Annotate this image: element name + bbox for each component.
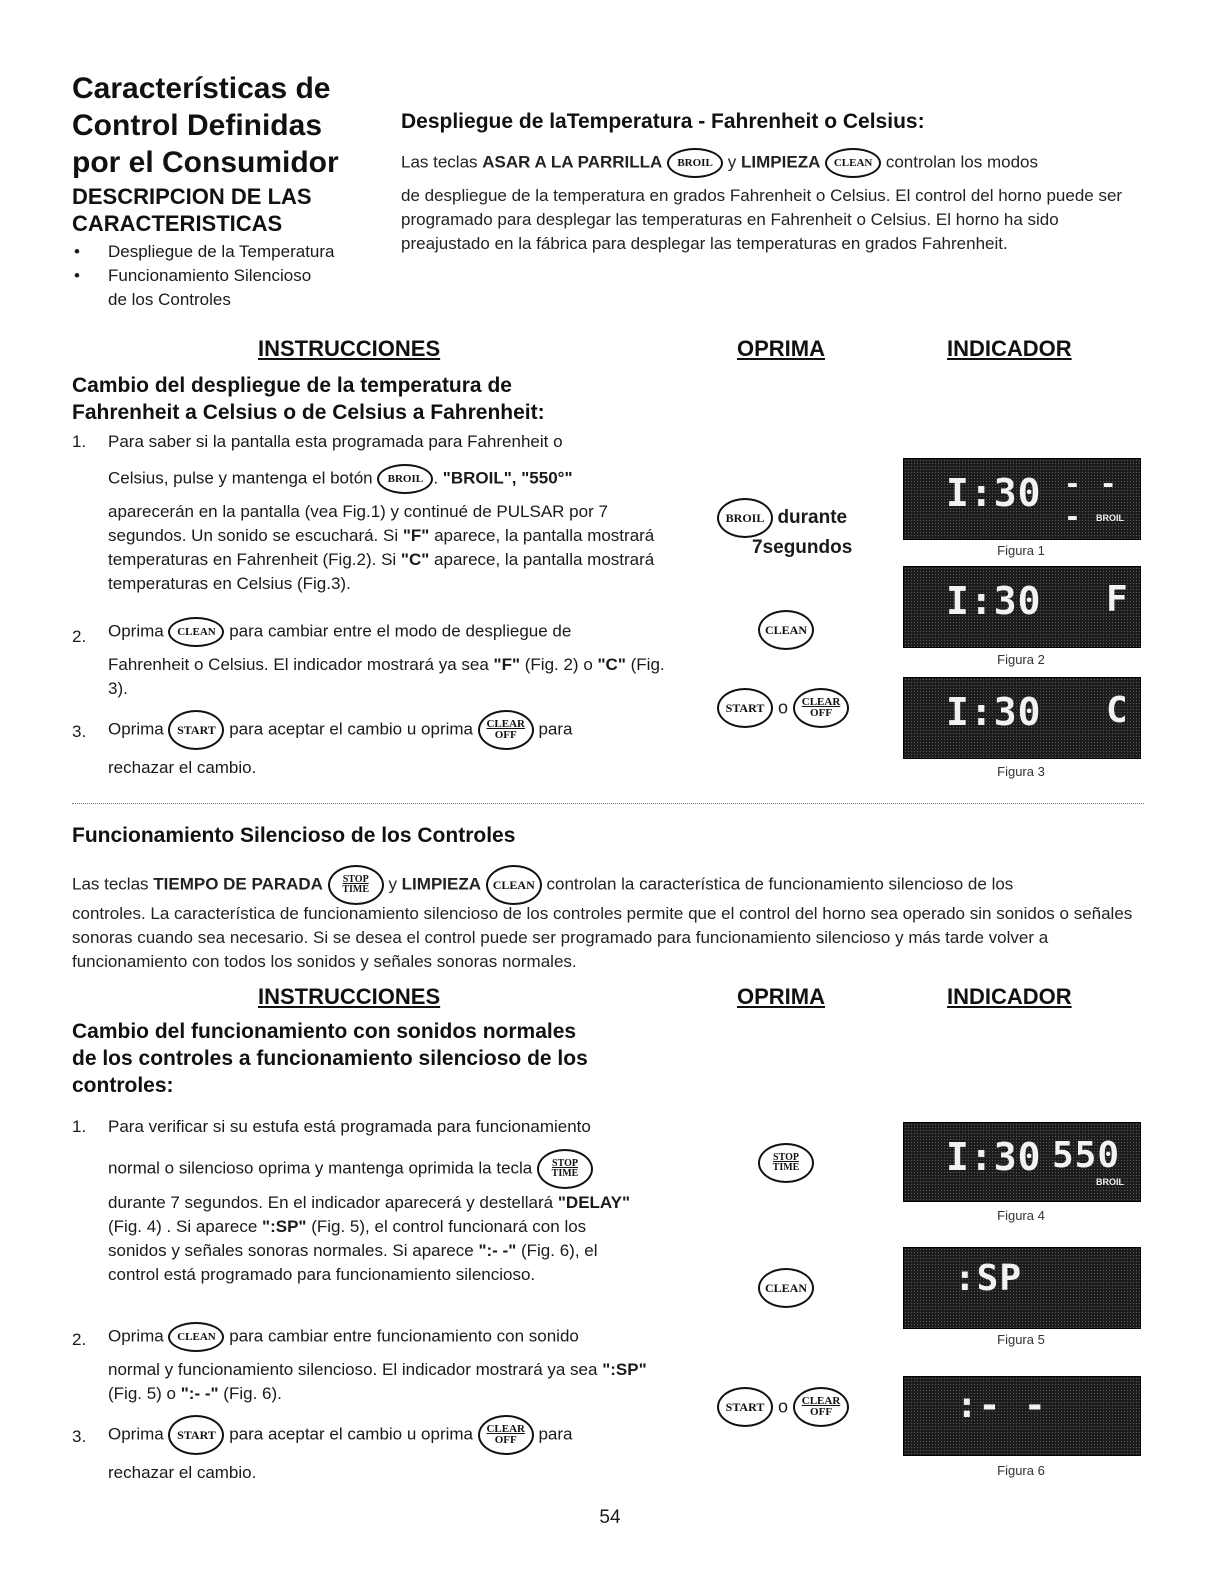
step-text: Para verificar si su estufa está programada para funcionamiento (108, 1117, 591, 1136)
press-stop-time (758, 1143, 814, 1183)
step-text: (Fig. 2) o (520, 655, 598, 674)
press-clean (758, 1268, 814, 1308)
clear-label: CLEAR (486, 718, 525, 730)
press-duration: durante (777, 507, 848, 528)
step-number: 2. (72, 1330, 87, 1349)
step-text: durante 7 segundos. En el indicador aparecerá y destellará (108, 1193, 558, 1212)
display-temp: 550 (1052, 1135, 1121, 1176)
step-text: para (538, 1424, 573, 1444)
intro-text: Las teclas (401, 152, 483, 172)
press-clean (758, 610, 814, 650)
step-bold: ":- -" (478, 1241, 517, 1260)
clear-off-button-icon (793, 1387, 849, 1427)
press-duration-2: 7segundos (752, 537, 853, 558)
stop-time-button-icon (758, 1143, 814, 1183)
display-figure-2 (903, 566, 1141, 648)
display-time: I:30 (946, 690, 1042, 734)
title-line: por el Consumidor (72, 146, 339, 179)
intro-text: y (727, 152, 742, 172)
column-display: INDICADOR (947, 984, 1072, 1009)
display-text: :- - (956, 1385, 1047, 1426)
step-text: Celsius, pulse y mantenga el botón (108, 468, 373, 488)
intro-bold: LIMPIEZA (741, 152, 821, 172)
step-text: para cambiar entre el modo de despliegue de (229, 621, 572, 641)
time-label: TIME (551, 1168, 579, 1179)
step-text: normal y funcionamiento silencioso. El indicador mostrará ya sea (108, 1360, 603, 1379)
feature-continuation-text: de los Controles (108, 290, 231, 309)
figure-caption: Figura 6 (997, 1463, 1045, 1478)
heading-line: de los controles a funcionamiento silencioso de los (72, 1047, 588, 1070)
display-unit: F (1106, 579, 1129, 620)
broil-button-icon: BROIL (717, 498, 773, 538)
step-bold: ":- -" (180, 1384, 219, 1403)
silent-section-intro-rest: controles. La característica de funcionamiento silencioso de los controles permite que el control del horno sea operado sin sonidos o señales sonoras cuando sea necesario. Si se desea el control puede ser programado para funcionamiento silencioso y más tarde volver a funcionamiento con todos los sonidos y señales sonoras normales. (72, 904, 1133, 971)
column-instructions: INSTRUCCIONES (258, 984, 441, 1009)
off-label: OFF (810, 1406, 833, 1418)
subtitle-line: CARACTERISTICAS (72, 211, 283, 236)
clear-off-button-icon (793, 688, 849, 728)
silent-step-3 (72, 1415, 672, 1485)
display-figure-3 (903, 677, 1141, 759)
figure-caption: Figura 3 (997, 764, 1045, 779)
step-number: 3. (72, 1427, 87, 1446)
step-bold: "F" (402, 526, 430, 545)
display-mode-label: BROIL (1096, 1177, 1124, 1187)
step-text-rest (108, 1191, 648, 1287)
title-line: Control Definidas (72, 109, 323, 142)
step-text-rest (108, 500, 668, 596)
display-mode-label: BROIL (1096, 513, 1124, 523)
off-label: OFF (494, 1434, 517, 1446)
step-bold: ":SP" (602, 1360, 647, 1379)
step-text: para cambiar entre funcionamiento con sonido (229, 1326, 579, 1346)
feature-item: • Funcionamiento Silencioso (72, 264, 382, 288)
subtitle-line: DESCRIPCION DE LAS (72, 184, 312, 209)
step-text: Oprima (108, 1326, 164, 1346)
or-text: o (778, 1396, 789, 1417)
press-start-or-clear (717, 688, 849, 728)
display-figure-1 (903, 458, 1141, 540)
step-text: Fahrenheit o Celsius. El indicador mostrará ya sea (108, 655, 494, 674)
step-text: (Fig. 3). (108, 655, 665, 698)
clear-label: CLEAR (801, 1395, 841, 1407)
heading-line: Cambio del funcionamiento con sonidos normales (72, 1020, 577, 1043)
feature-item-continuation (72, 288, 382, 312)
temp-section-intro (401, 148, 1141, 178)
clean-button-icon: CLEAN (486, 865, 542, 905)
step-text: (Fig. 4) . Si aparece (108, 1217, 263, 1236)
broil-button-icon: BROIL (667, 148, 723, 178)
display-text: :SP (954, 1258, 1023, 1299)
step-text: . (433, 468, 443, 488)
intro-bold: TIEMPO DE PARADA (153, 874, 323, 894)
display-figure-6 (903, 1376, 1141, 1456)
heading-line: controles: (72, 1074, 174, 1097)
heading-line: Fahrenheit a Celsius o de Celsius a Fahrenheit: (72, 401, 545, 424)
step-text: normal o silencioso oprima y mantenga oprimida la tecla (108, 1158, 533, 1178)
step-text: para (538, 719, 573, 739)
stop-label: STOP (342, 874, 369, 885)
step-text: aparece, la pantalla mostrará temperaturas en Celsius (Fig.3). (108, 550, 655, 593)
step-bold: "BROIL", "550°" (442, 468, 573, 488)
clean-button-icon: CLEAN (758, 1268, 814, 1308)
figure-caption: Figura 2 (997, 652, 1045, 667)
clear-off-button-icon (478, 710, 534, 750)
display-temp: - - - (1064, 467, 1118, 533)
intro-bold: LIMPIEZA (401, 874, 482, 894)
heading-line: Cambio del despliegue de la temperatura de (72, 374, 512, 397)
features-list (72, 240, 382, 312)
section-divider (72, 803, 1144, 804)
page-title (72, 70, 382, 181)
silent-step-2 (72, 1322, 672, 1406)
time-label: TIME (772, 1162, 800, 1173)
clean-button-icon: CLEAN (825, 148, 881, 178)
step-bold: "C" (400, 550, 430, 569)
step-number: 1. (72, 1117, 87, 1136)
title-line: Características de (72, 72, 331, 105)
intro-bold: ASAR A LA PARRILLA (482, 152, 663, 172)
step-text: Oprima (108, 1424, 164, 1444)
display-time: I:30 (946, 471, 1042, 515)
step-text: (Fig. 6), el control está programado para funcionamiento silencioso. (108, 1241, 598, 1284)
figure-caption: Figura 1 (997, 543, 1045, 558)
display-figure-5 (903, 1247, 1141, 1329)
step-text: aparece, la pantalla mostrará temperaturas en Fahrenheit (Fig.2). Si (108, 526, 655, 569)
intro-text: Las teclas (72, 874, 154, 894)
off-label: OFF (494, 729, 517, 741)
step-text: rechazar el cambio. (108, 758, 257, 777)
step-text: para aceptar el cambio u oprima (229, 719, 473, 739)
display-time: I:30 (946, 1135, 1042, 1179)
step-number: 1. (72, 432, 87, 451)
page-number: 54 (599, 1507, 621, 1528)
clean-button-icon: CLEAN (758, 610, 814, 650)
feature-item: • Despliegue de la Temperatura (72, 240, 382, 264)
start-button-icon: START (168, 1415, 224, 1455)
temp-section-heading: Despliegue de laTemperatura - Fahrenheit o Celsius: (401, 110, 925, 133)
stop-time-button-icon (328, 865, 384, 905)
intro-text: controlan los modos (885, 152, 1038, 172)
step-bold: "F" (493, 655, 521, 674)
intro-text: y (388, 874, 402, 894)
start-button-icon: START (717, 1387, 773, 1427)
column-instructions: INSTRUCCIONES (258, 336, 441, 361)
step-text: (Fig. 5) o (108, 1384, 181, 1403)
intro-text: controlan la característica de funcionamiento silencioso de los (546, 874, 1014, 894)
temp-step-2 (72, 617, 672, 701)
features-subtitle (72, 183, 382, 237)
step-bold: "C" (597, 655, 626, 674)
step-text: (Fig. 6). (218, 1384, 282, 1403)
stop-label: STOP (773, 1152, 799, 1163)
clean-button-icon: CLEAN (168, 1322, 224, 1352)
silent-change-heading (72, 1018, 712, 1099)
step-bold: "DELAY" (557, 1193, 631, 1212)
figure-caption: Figura 4 (997, 1208, 1045, 1223)
step-text: Oprima (108, 719, 164, 739)
step-text: rechazar el cambio. (108, 1463, 257, 1482)
clear-label: CLEAR (486, 1423, 525, 1435)
step-text: aparecerán en la pantalla (vea Fig.1) y continué de PULSAR por 7 segundos. Un sonido se escuchará. Si (108, 502, 608, 545)
or-text: o (778, 697, 789, 718)
column-display: INDICADOR (947, 336, 1072, 361)
time-label: TIME (342, 884, 370, 895)
clean-button-icon: CLEAN (168, 617, 224, 647)
step-text: para aceptar el cambio u oprima (229, 1424, 473, 1444)
start-button-icon: START (168, 710, 224, 750)
clear-label: CLEAR (801, 696, 841, 708)
press-broil-7s (717, 498, 897, 538)
step-number: 2. (72, 627, 87, 646)
silent-step-1 (72, 1115, 672, 1287)
figure-caption: Figura 5 (997, 1332, 1045, 1347)
broil-button-icon: BROIL (377, 464, 433, 494)
temp-change-heading (72, 372, 712, 426)
temp-step-3 (72, 710, 672, 780)
step-bold: ":SP" (262, 1217, 307, 1236)
step-text: Para saber si la pantalla esta programada para Fahrenheit o (108, 432, 563, 451)
step-text: (Fig. 5), el control funcionará con los sonidos y señales sonoras normales. Si aparece (108, 1217, 587, 1260)
silent-section-intro (72, 865, 1152, 905)
silent-section-heading: Funcionamiento Silencioso de los Controles (72, 824, 516, 847)
temp-section-intro-rest: de despliegue de la temperatura en grados Fahrenheit o Celsius. El control del horno puede ser programado para desplegar las temperaturas en Fahrenheit o Celsius. El horno ha sido preajustado en la fábrica para desplegar las temperaturas en grados Fahrenheit. (401, 186, 1123, 253)
column-press: OPRIMA (737, 336, 825, 361)
stop-label: STOP (552, 1158, 578, 1169)
stop-time-button-icon (537, 1149, 593, 1189)
display-time: I:30 (946, 579, 1042, 623)
display-figure-4 (903, 1122, 1141, 1202)
off-label: OFF (810, 707, 833, 719)
start-button-icon: START (717, 688, 773, 728)
column-press: OPRIMA (737, 984, 825, 1009)
temp-step-1 (72, 430, 672, 596)
step-text: Oprima (108, 621, 164, 641)
step-number: 3. (72, 722, 87, 741)
press-start-or-clear (717, 1387, 849, 1427)
display-unit: C (1106, 690, 1129, 731)
clear-off-button-icon (478, 1415, 534, 1455)
